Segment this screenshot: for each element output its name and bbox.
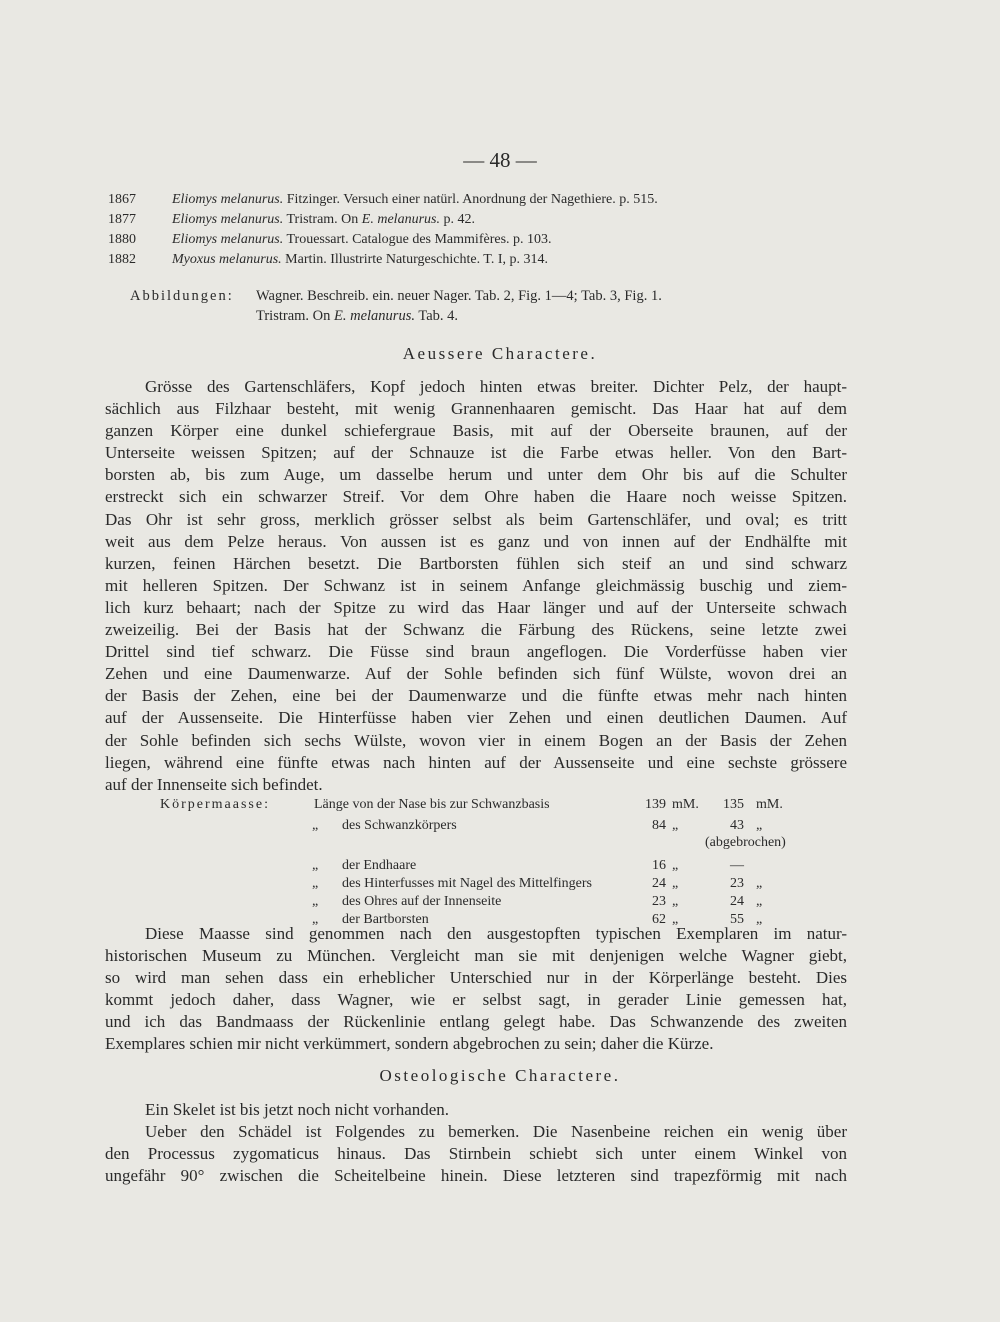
text-line: sächlich aus Filzhaar besteht, mit wenig Grannenhaaren gemischt. Das Haar hat auf dem (105, 399, 847, 419)
ditto-mark: „ (312, 912, 319, 927)
species-name: Eliomys melanurus. (172, 192, 284, 207)
measurement-value: 139 (645, 797, 666, 812)
measurement-unit: mM. (672, 797, 699, 812)
text-line: der Basis der Zehen, eine bei der Daumenwarze und die fünfte etwas mehr nach hinten (105, 686, 847, 706)
measurement-unit: „ (672, 818, 679, 833)
text-line: kurzen, feinen Härchen besetzt. Die Bartborsten fühlen sich steif an und sind schwarz (105, 553, 847, 573)
measurement-row (160, 893, 860, 910)
species-name: E. melanurus. (334, 308, 415, 324)
abbildungen-block (130, 286, 662, 326)
abbildungen-line: Wagner. Beschreib. ein. neuer Nager. Tab. 2, Fig. 1—4; Tab. 3, Fig. 1. (256, 288, 662, 304)
measurement-desc: Länge von der Nase bis zur Schwanzbasis (314, 797, 550, 812)
species-name: Myoxus melanurus. (172, 252, 282, 267)
reference-year: 1867 (108, 192, 136, 207)
ditto-mark: „ (312, 876, 319, 891)
measurement-value: 23 (652, 894, 666, 909)
text-line: Diese Maasse sind genommen nach den ausgestopften typischen Exemplaren im natur- (145, 924, 847, 943)
text-line: Grösse des Gartenschläfers, Kopf jedoch hinten etwas breiter. Dichter Pelz, der haupt- (145, 377, 847, 396)
text-line: zweizeilig. Bei der Basis hat der Schwanz die Färbung des Rückens, seine letzte zwei (105, 620, 847, 640)
reference-list (108, 190, 868, 270)
reference-year: 1882 (108, 252, 136, 267)
reference-entry (108, 190, 868, 210)
measurement-value: 55 (730, 912, 744, 927)
text-line: weit aus dem Pelze heraus. Von aussen ist es ganz und von innen auf der Endhälfte mit (105, 531, 847, 551)
text-line: Ueber den Schädel ist Folgendes zu bemerken. Die Nasenbeine reichen ein wenig über (145, 1122, 847, 1142)
section-heading-aeussere: Aeussere Charactere. (402, 344, 598, 363)
species-name: Eliomys melanurus. (172, 232, 284, 247)
text-line: der Sohle befinden sich sechs Wülste, wovon vier in einem Bogen an der Basis der Zehen (105, 730, 847, 750)
measurement-desc: der Bartborsten (342, 912, 429, 927)
measurement-unit: „ (672, 876, 679, 891)
measurement-value: 23 (730, 876, 744, 891)
text-line: Das Ohr ist sehr gross, merklich grösser selbst als beim Gartenschläfer, und oval; es tritt (105, 509, 847, 529)
text-line: kommt jedoch daher, dass Wagner, wie er selbst sagt, in gerader Linie gemessen hat, (105, 990, 847, 1010)
measurement-row (160, 817, 860, 834)
measurement-desc: des Schwanzkörpers (342, 818, 457, 833)
measurement-row (160, 796, 860, 813)
ditto-mark: „ (312, 818, 319, 833)
measurement-desc: der Endhaare (342, 858, 417, 873)
reference-text: Tristram. On (283, 212, 362, 227)
text-line: ganzen Körper eine dunkel schiefergraue Basis, mit auf der Oberseite braunen, auf der (105, 421, 847, 441)
text-line: Exemplares schien mir nicht verkümmert, sondern abgebrochen zu sein; daher die Kürze. (105, 1034, 714, 1054)
text-line: Zehen und eine Daumenwarze. Auf der Sohle befinden sich fünf Wülste, wovon drei an (105, 664, 847, 684)
text-line: mit helleren Spitzen. Der Schwanz ist in seinem Anfange gleichmässig buschig und ziem- (105, 575, 847, 595)
text-line: und ich das Bandmaass der Rückenlinie entlang gelegt habe. Das Schwanzende des zweiten (105, 1012, 847, 1032)
measurement-table (160, 796, 860, 928)
paragraph-osteo (105, 1099, 847, 1187)
measurement-unit: „ (756, 912, 763, 927)
text-line: Ein Skelet ist bis jetzt noch nicht vorhanden. (145, 1100, 450, 1119)
reference-text: Martin. Illustrirte Naturgeschichte. T. I, p. 314. (281, 252, 548, 267)
reference-text: Fitzinger. Versuch einer natürl. Anordnung der Nagethiere. p. 515. (283, 192, 658, 207)
text-line: lich kurz behaart; nach der Spitze zu wird das Haar länger und auf der Unterseite schwach (105, 597, 847, 617)
measurement-value: 135 (723, 797, 744, 812)
measurement-row (160, 834, 860, 851)
text-line: auf der Aussenseite. Die Hinterfüsse haben vier Zehen und einen deutlichen Daumen. Auf (105, 708, 847, 728)
species-name: E. melanurus. (361, 212, 440, 227)
paragraph-maasse (105, 923, 847, 1056)
section-heading-osteo: Osteologische Charactere. (379, 1066, 621, 1085)
measurement-value: 24 (730, 894, 744, 909)
measurement-note: (abgebrochen) (705, 835, 786, 850)
page-number: — 48 — (463, 148, 537, 172)
text-line: historischen Museum zu München. Vergleicht man sie mit denjenigen welche Wagner giebt, (105, 946, 847, 966)
text-line: borsten ab, bis zum Auge, um dasselbe herum und unter dem Ohr bis auf die Schulter (105, 465, 847, 485)
measurement-unit: „ (672, 858, 679, 873)
measurement-value: 16 (652, 858, 666, 873)
measurement-value: 62 (652, 912, 666, 927)
reference-text: Trouessart. Catalogue des Mammifères. p. 103. (283, 232, 552, 247)
text-line: so wird man sehen dass ein erheblicher Unterschied nur in der Körperlänge besteht. Dies (105, 968, 847, 988)
measurement-unit: „ (756, 894, 763, 909)
reference-year: 1880 (108, 232, 136, 247)
reference-entry (108, 230, 868, 250)
measurement-unit: „ (672, 894, 679, 909)
measurement-unit: „ (756, 818, 763, 833)
text-line: erstreckt sich ein schwarzer Streif. Vor dem Ohre haben die Haare noch weisse Spitzen. (105, 487, 847, 507)
text-line: auf der Innenseite sich befindet. (105, 774, 323, 794)
measurement-value: 84 (652, 818, 666, 833)
measurement-value: 24 (652, 876, 666, 891)
measurement-label: Körpermaasse: (160, 797, 270, 812)
measurement-value: — (730, 858, 744, 873)
reference-text: p. 42. (439, 212, 475, 227)
ditto-mark: „ (312, 858, 319, 873)
abbildungen-line: Tab. 4. (414, 308, 459, 324)
measurement-desc: des Ohres auf der Innenseite (342, 894, 502, 909)
measurement-unit: mM. (756, 797, 783, 812)
text-line: Unterseite weissen Spitzen; auf der Schnauze ist die Farbe etwas heller. Von den Bart- (105, 443, 847, 463)
measurement-value: 43 (730, 818, 744, 833)
measurement-row (160, 857, 860, 874)
reference-entry (108, 210, 868, 230)
ditto-mark: „ (312, 894, 319, 909)
measurement-row (160, 875, 860, 892)
species-name: Eliomys melanurus. (172, 212, 284, 227)
paragraph-aeussere (105, 376, 847, 796)
abbildungen-label: Abbildungen: (130, 288, 234, 304)
measurement-unit: „ (672, 912, 679, 927)
reference-year: 1877 (108, 212, 136, 227)
text-line: Drittel sind tief schwarz. Die Füsse sind braun angeflogen. Die Vorderfüsse haben vier (105, 642, 847, 662)
text-line: den Processus zygomaticus hinaus. Das Stirnbein schiebt sich unter einem Winkel von (105, 1144, 847, 1164)
measurement-unit: „ (756, 876, 763, 891)
abbildungen-line: Tristram. On (256, 308, 335, 324)
text-line: liegen, während eine fünfte etwas nach hinten auf der Aussenseite und eine sechste grössere (105, 752, 847, 772)
reference-entry (108, 250, 868, 270)
text-line: ungefähr 90° zwischen die Scheitelbeine hinein. Diese letzteren sind trapezförmig mit nach (105, 1166, 847, 1186)
measurement-desc: des Hinterfusses mit Nagel des Mittelfingers (342, 876, 593, 891)
